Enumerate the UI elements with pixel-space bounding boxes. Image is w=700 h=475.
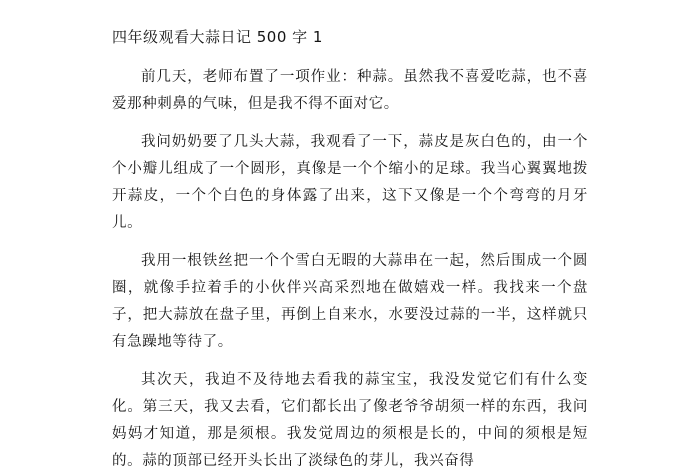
page-title: 四年级观看大蒜日记 500 字 1 [112,28,323,46]
paragraph-1: 前几天，老师布置了一项作业：种蒜。虽然我不喜爱吃蒜，也不喜爱那种刺鼻的气味，但是我不得不面对它。 [112,69,588,112]
paragraph-2: 我问奶奶要了几头大蒜，我观看了一下，蒜皮是灰白色的，由一个个小瓣儿组成了一个圆形，真像是一个个缩小的足球。我当心翼翼地拨开蒜皮，一个个白色的身体露了出来，这下又像是一个个弯弯的月牙儿。 [112,134,588,231]
paragraph-3: 我用一根铁丝把一个个雪白无暇的大蒜串在一起，然后围成一个圆圈，就像手拉着手的小伙伴兴高采烈地在做嬉戏一样。我找来一个盘子，把大蒜放在盘子里，再倒上自来水，水要没过蒜的一半，这样就只有急躁地等待了。 [112,253,588,350]
paragraph-4: 其次天，我迫不及待地去看我的蒜宝宝，我没发觉它们有什么变化。第三天，我又去看，它们都长出了像老爷爷胡须一样的东西，我问妈妈才知道，那是须根。我发觉周边的须根是长的，中间的须根是短的。蒜的顶部已经开头长出了淡绿色的芽儿，我兴奋得 [112,372,588,469]
